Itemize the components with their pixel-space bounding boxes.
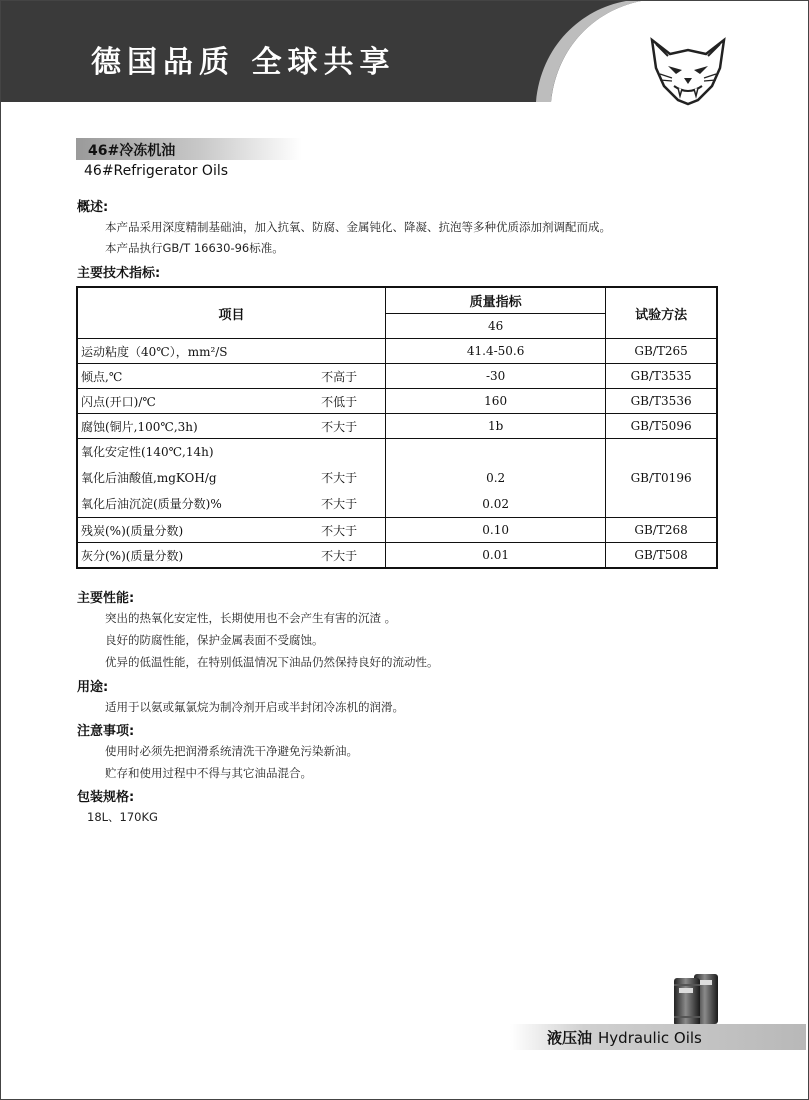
row-condition: 不大于 <box>321 419 358 434</box>
oil-drums-icon <box>670 972 722 1028</box>
performance-heading: 主要性能: <box>77 591 135 606</box>
notes-line: 贮存和使用过程中不得与其它油品混合。 <box>105 766 312 780</box>
oxidation-sludge-item: 氧化后油沉淀(质量分数)% <box>81 497 222 511</box>
table-row <box>77 389 717 414</box>
product-name-en: 46#Refrigerator Oils <box>84 163 229 179</box>
row-condition: 不大于 <box>321 548 358 563</box>
row-item: 灰分(%)(质量分数) <box>81 548 184 563</box>
row-item: 腐蚀(铜片,100℃,3h) <box>81 419 198 434</box>
row-item: 运动粘度（40℃），mm²/S <box>77 339 386 364</box>
table-row <box>77 543 717 569</box>
oxidation-acid-condition: 不大于 <box>321 471 358 485</box>
product-name-cn: 46#冷冻机油 <box>88 143 176 159</box>
table-header-row <box>77 287 717 313</box>
col-method-header: 试验方法 <box>606 287 717 339</box>
notes-heading: 注意事项: <box>77 724 135 739</box>
packaging-heading: 包装规格: <box>77 790 135 805</box>
row-value: 0.10 <box>386 518 606 543</box>
overview-line: 本产品执行GB/T 16630-96标准。 <box>105 241 284 255</box>
notes-line: 使用时必须先把润滑系统清洗干净避免污染新油。 <box>105 744 358 758</box>
table-row <box>77 414 717 439</box>
table-row <box>77 339 717 364</box>
row-condition: 不低于 <box>321 394 358 409</box>
footer-category <box>547 1027 702 1048</box>
spec-table <box>76 286 718 569</box>
oxidation-acid-value: 0.2 <box>486 471 506 485</box>
overview-heading: 概述: <box>77 200 109 215</box>
performance-line: 良好的防腐性能，保护金属表面不受腐蚀。 <box>105 633 324 647</box>
row-item: 闪点(开口)/℃ <box>81 394 156 409</box>
row-item: 残炭(%)(质量分数) <box>81 523 184 538</box>
row-value: -30 <box>386 364 606 389</box>
col-item-header: 项目 <box>77 287 386 339</box>
oxidation-method: GB/T0196 <box>606 439 717 518</box>
table-row-oxidation <box>77 439 717 518</box>
header-title: 德国品质 全球共享 <box>91 45 396 80</box>
packaging-line: 18L、170KG <box>87 810 158 824</box>
col-quality-header: 质量指标 <box>386 287 606 313</box>
oxidation-sludge-value: 0.02 <box>482 497 509 511</box>
spec-heading: 主要技术指标: <box>77 266 161 281</box>
row-method: GB/T3535 <box>606 364 717 389</box>
row-method: GB/T3536 <box>606 389 717 414</box>
overview-line: 本产品采用深度精制基础油，加入抗氧、防腐、金属钝化、降凝、抗泡等多种优质添加剂调配而成。 <box>105 220 611 234</box>
row-value: 1b <box>386 414 606 439</box>
oxidation-title: 氧化安定性(140℃,14h) <box>81 445 214 459</box>
oxidation-acid-item: 氧化后油酸值,mgKOH/g <box>81 471 217 485</box>
table-row <box>77 518 717 543</box>
footer-category-en: Hydraulic Oils <box>598 1029 702 1047</box>
row-method: GB/T5096 <box>606 414 717 439</box>
usage-heading: 用途: <box>77 680 109 695</box>
oxidation-sludge-condition: 不大于 <box>321 497 358 511</box>
row-value: 160 <box>386 389 606 414</box>
usage-line: 适用于以氨或氟氯烷为制冷剂开启或半封闭冷冻机的润滑。 <box>105 700 404 714</box>
row-item: 倾点,℃ <box>81 369 123 384</box>
row-method: GB/T508 <box>606 543 717 569</box>
row-method: GB/T265 <box>606 339 717 364</box>
col-grade-header: 46 <box>386 313 606 339</box>
performance-line: 突出的热氧化安定性，长期使用也不会产生有害的沉渣 。 <box>105 611 397 625</box>
row-condition: 不大于 <box>321 523 358 538</box>
row-value: 41.4-50.6 <box>386 339 606 364</box>
row-method: GB/T268 <box>606 518 717 543</box>
row-value: 0.01 <box>386 543 606 569</box>
table-row <box>77 364 717 389</box>
performance-line: 优异的低温性能，在特别低温情况下油品仍然保持良好的流动性。 <box>105 655 439 669</box>
wildcat-head-icon <box>646 34 730 106</box>
row-condition: 不高于 <box>321 369 358 384</box>
footer-category-cn: 液压油 <box>547 1029 593 1047</box>
